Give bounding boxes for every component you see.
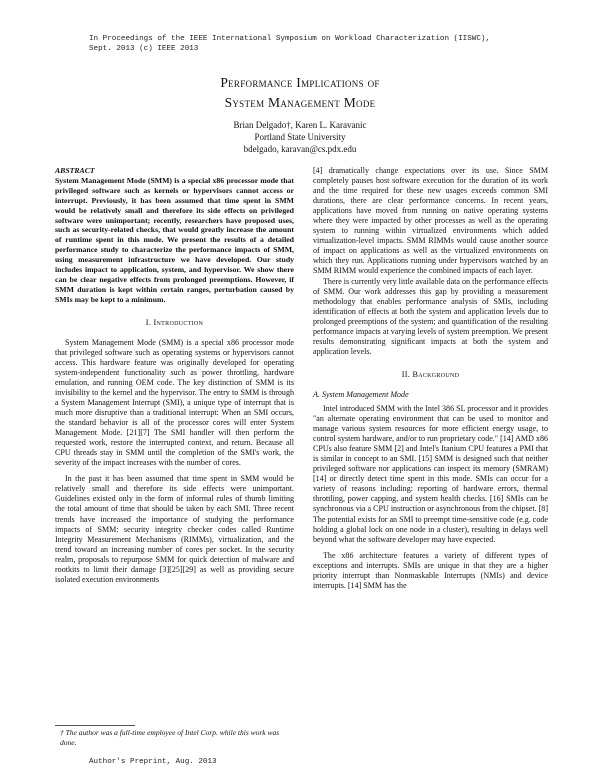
paper-title-line-2: System Management Mode bbox=[224, 95, 376, 110]
abstract-label: ABSTRACT bbox=[55, 166, 95, 175]
paper-title-line-1: Performance Implications of bbox=[220, 75, 380, 90]
proceedings-header bbox=[89, 34, 549, 54]
abstract-text: System Management Mode (SMM) is a special x86 processor mode that privileged software such as kernels or hypervisors cannot access or interrupt. Previously, it has been assumed that time spent in SMM would be relatively small and therefore its side effects on privileged software were unimportant; recently, researchers have proposed uses, such as security-related checks, that would greatly increase the amount of runtime spent in this mode. We present the results of a detailed performance study to characterize the performance impacts of SMM, using measurement infrastructure we have developed. Our study includes impact to application, system, and hypervisor. We show there can be clear negative effects from prolonged preemptions. However, if SMM duration is kept within certain ranges, perturbation caused by SMIs may be kept to a minimum. bbox=[55, 175, 294, 304]
footnote-divider bbox=[55, 725, 135, 726]
background-paragraph-2: The x86 architecture features a variety of different types of exceptions and interrupts. SMIs are unique in that they are a higher priority interrupt than Nonmaskable Interrupts (NMIs) and device interrupts. [14] SMM has the bbox=[313, 550, 548, 590]
footnote: † The author was a full-time employee of Intel Corp. while this work was done. bbox=[60, 728, 280, 747]
abstract bbox=[55, 166, 294, 305]
intro-paragraph-1: System Management Mode (SMM) is a special x86 processor mode that privileged software such as operating systems or hypervisors cannot access. This hardware feature was originally developed for operating system-independent functionality such as power throttling, hardware emulation, and running OEM code. The key distinction of SMM is its invisibility to the kernel and the hypervisor. The entry to SMM is through a System Management Interrupt (SMI), a unique type of interrupt that is much more disruptive than a traditional interrupt: When an SMI occurs, the standard behavior is all of the processor cores will enter System Management Mode. [21][7] The SMI handler will then perform the requested work, restore the interrupted context, and return. Because all CPU threads stay in SMM until the completion of the SMI's work, the severity of the impact increases with the number of cores. bbox=[55, 337, 294, 468]
right-column bbox=[313, 166, 548, 591]
left-column bbox=[55, 166, 294, 585]
section-heading-introduction: I. Introduction bbox=[145, 317, 204, 327]
intro-paragraph-2: In the past it has been assumed that time spent in SMM would be relatively small and therefore its side effects were unimportant. Guidelines existed only in the form of informal rules of thumb limiting the total amount of time that should be taken by each SMI. Three recent trends have increased the importance of studying the performance impacts of SMM: security integrity checker codes called Runtime Integrity Measurement Mechanisms (RIMMs), virtualization, and the trend toward an increasing number of cores per socket. In the security realm, proposals to repurpose SMM for quick detection of malware and rootkits to limit their damage [3][25][29] as well as providing secure isolated execution environments bbox=[55, 474, 294, 584]
intro-paragraph-3: [4] dramatically change expectations over its use. Since SMM completely pauses host software execution for the duration of its work and the time required for these new usages exceeds common SMI durations, there are clear performance concerns. In recent years, applications have moved from running on native operating systems where they were impacted by other processes as well as the operating system to running within virtualized environments which added virtualization-level impacts. SMM RIMMs would cause another source of impact on applications as well as the virtualized environments on which they run. Applications running under hypervisors watched by an SMM RIMM would experience the combined impacts of each layer. bbox=[313, 166, 548, 276]
proceedings-line-1: In Proceedings of the IEEE International Symposium on Workload Characterization (IISWC), bbox=[89, 35, 491, 43]
section-heading-background: II. Background bbox=[401, 369, 460, 379]
preprint-footer: Author's Preprint, Aug. 2013 bbox=[89, 758, 217, 766]
intro-paragraph-4: There is currently very little available data on the performance effects of SMM. Our work addresses this gap by providing a measurement methodology that enables performance analysis of SMIs, including identification of effects at both the system and application levels due to prolonged preemptions of the system; and quantification of the resulting performance impacts at varying levels of system preemption. We present results demonstrating significant impacts at both the system and application levels. bbox=[313, 276, 548, 356]
author-affiliation: Portland State University bbox=[254, 132, 346, 142]
author-emails: bdelgado, karavan@cs.pdx.edu bbox=[243, 144, 357, 154]
background-paragraph-1: Intel introduced SMM with the Intel 386 SL processor and it provides "an alternate operating environment that can be used to monitor and manage various system resources for more efficient energy usage, to control system hardware, and/or to run proprietary code." [14] AMD x86 CPUs also feature SMM [2] and Intel's Itanium CPU features a PMI that is similar in concept to an SMI. [15] SMM is designed such that neither privileged software nor applications can inspect its memory (SMRAM) [14] or directly detect time spent in this mode. SMIs can occur for a variety of reasons including: reporting of hardware errors, thermal throttling, power capping, and system health checks. [16] SMIs can be synchronous via a CPU instruction or asynchronous from the chipset. [8] The potential exists for an SMI to preempt time-sensitive code (e.g. code holding a global lock on one node in a cluster), resulting in delays well beyond what the software developer may have expected. bbox=[313, 403, 548, 544]
subsection-heading-smm: A. System Management Mode bbox=[313, 389, 409, 399]
proceedings-line-2: Sept. 2013 (c) IEEE 2013 bbox=[89, 45, 199, 53]
author-names: Brian Delgado†, Karen L. Karavanic bbox=[233, 120, 367, 130]
